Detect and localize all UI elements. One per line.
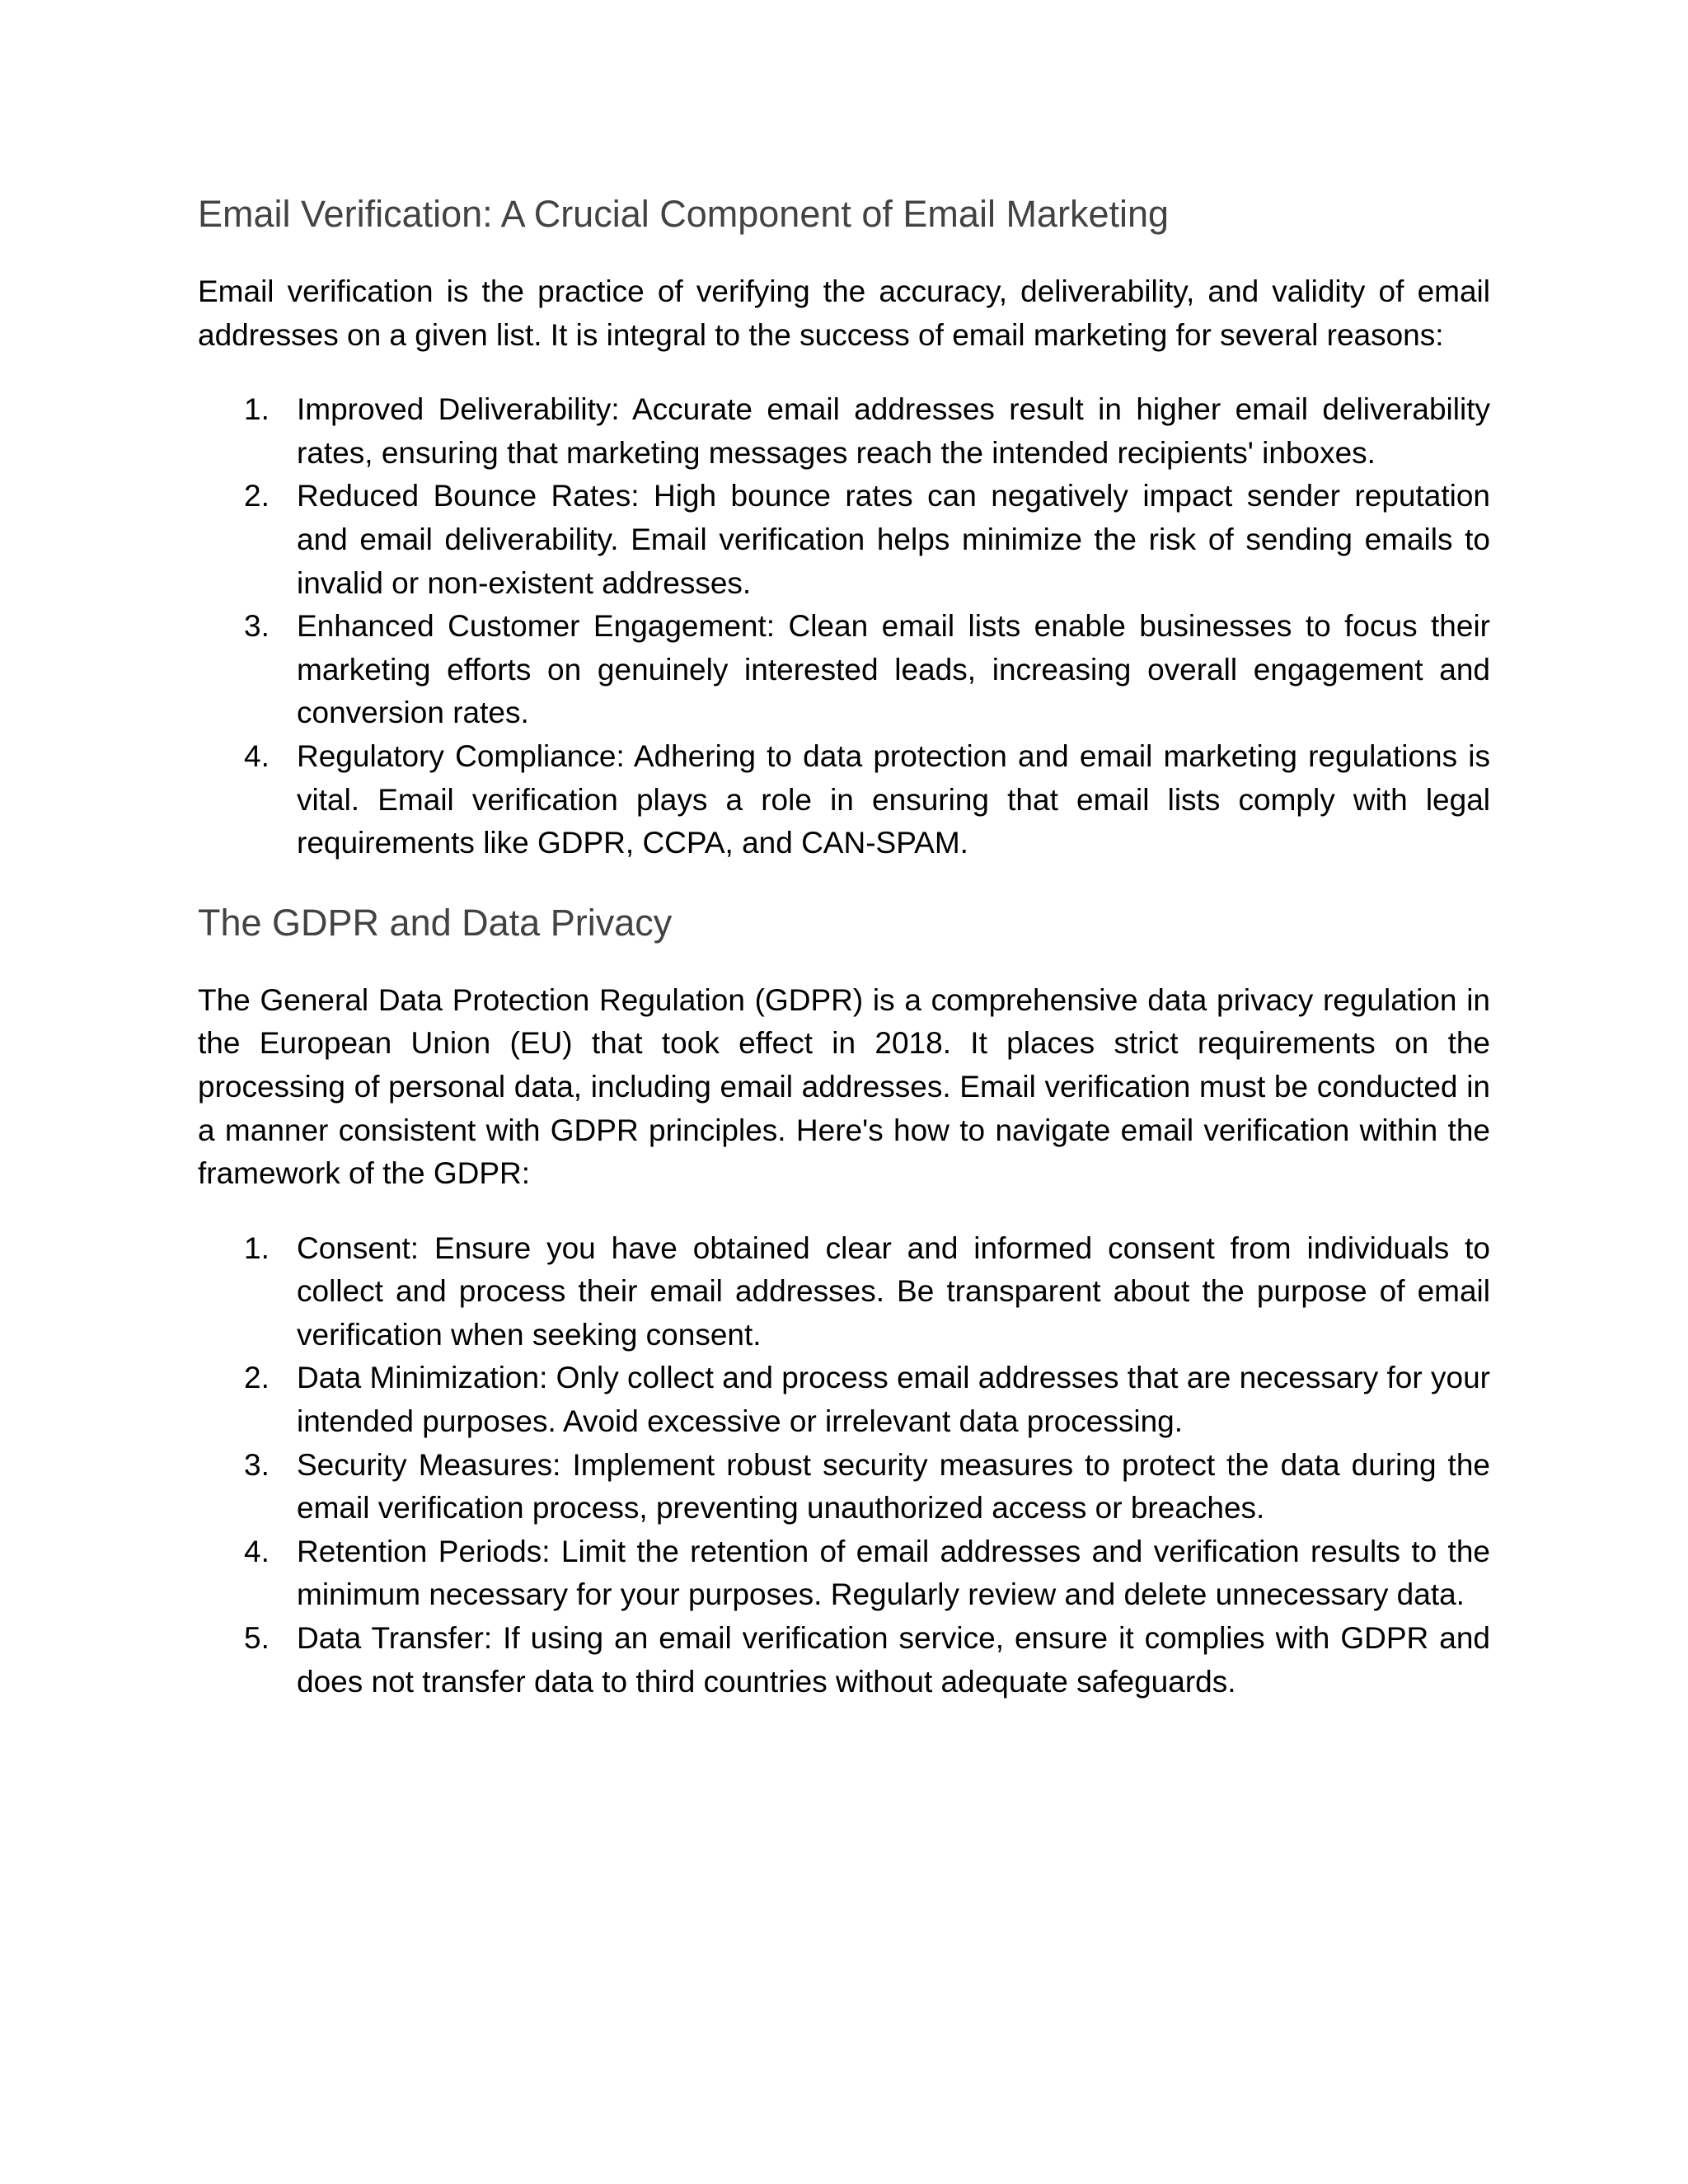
list-item-text: Improved Deliverability: Accurate email addresses result in higher email deliverability rates, ensuring that marketing messages reach the intended recipients' inboxes. — [297, 392, 1490, 470]
list-item — [198, 1227, 1490, 1357]
list-number: 2. — [244, 1361, 270, 1395]
section-heading-email-verification: Email Verification: A Crucial Component of Email Marketing — [198, 193, 1170, 235]
list-item-text: Regulatory Compliance: Adhering to data protection and email marketing regulations is vital. Email verification plays a role in ensuring that email lists comply with legal requirements like GDPR, CCPA, and CAN-SPAM. — [297, 738, 1490, 860]
list-number: 3. — [244, 609, 270, 644]
list-item-text: Enhanced Customer Engagement: Clean email lists enable businesses to focus their marketing efforts on genuinely interested leads, increasing overall engagement and conversion rates. — [297, 609, 1490, 730]
list-number: 2. — [244, 479, 270, 513]
list-item-text: Consent: Ensure you have obtained clear and informed consent from individuals to collect and process their email addresses. Be transparent about the purpose of email verification when seeking consent. — [297, 1230, 1490, 1352]
list-item-text: Data Minimization: Only collect and process email addresses that are necessary for your intended purposes. Avoid excessive or irrelevant data processing. — [297, 1361, 1490, 1439]
list-number: 4. — [244, 738, 270, 773]
list-item — [198, 1530, 1490, 1617]
gdpr-paragraph: The General Data Protection Regulation (GDPR) is a comprehensive data privacy regulation in the European Union (EU) that took effect in 2018. It places strict requirements on the processing of personal data, including email addresses. Email verification must be conducted in a manner consistent with GDPR principles. Here's how to navigate email verification within the framework of the GDPR: — [198, 982, 1490, 1191]
list-item — [198, 605, 1490, 735]
list-item-text: Reduced Bounce Rates: High bounce rates can negatively impact sender reputation and email deliverability. Email verification helps minimize the risk of sending emails to invalid or non-existent addresses. — [297, 479, 1490, 600]
list-item — [198, 475, 1490, 605]
list-item-text: Security Measures: Implement robust security measures to protect the data during the email verification process, preventing unauthorized access or breaches. — [297, 1447, 1490, 1526]
list-item — [198, 1617, 1490, 1704]
list-item — [198, 1357, 1490, 1443]
list-item-text: Data Transfer: If using an email verification service, ensure it complies with GDPR and does not transfer data to third countries without adequate safeguards. — [297, 1621, 1490, 1699]
list-number: 4. — [244, 1534, 270, 1568]
intro-paragraph: Email verification is the practice of verifying the accuracy, deliverability, and validity of email addresses on a given list. It is integral to the success of email marketing for several reasons: — [198, 274, 1490, 352]
list-number: 1. — [244, 1230, 270, 1265]
list-number: 5. — [244, 1621, 270, 1656]
list-item-text: Retention Periods: Limit the retention of email addresses and verification results to the minimum necessary for your purposes. Regularly review and delete unnecessary data. — [297, 1534, 1490, 1612]
benefits-list — [198, 388, 1490, 865]
list-number: 1. — [244, 392, 270, 427]
section-heading-gdpr: The GDPR and Data Privacy — [198, 901, 673, 944]
document-page — [198, 191, 1490, 1704]
list-number: 3. — [244, 1447, 270, 1482]
gdpr-steps-list — [198, 1227, 1490, 1704]
list-item — [198, 388, 1490, 475]
list-item — [198, 1444, 1490, 1530]
list-item — [198, 735, 1490, 865]
